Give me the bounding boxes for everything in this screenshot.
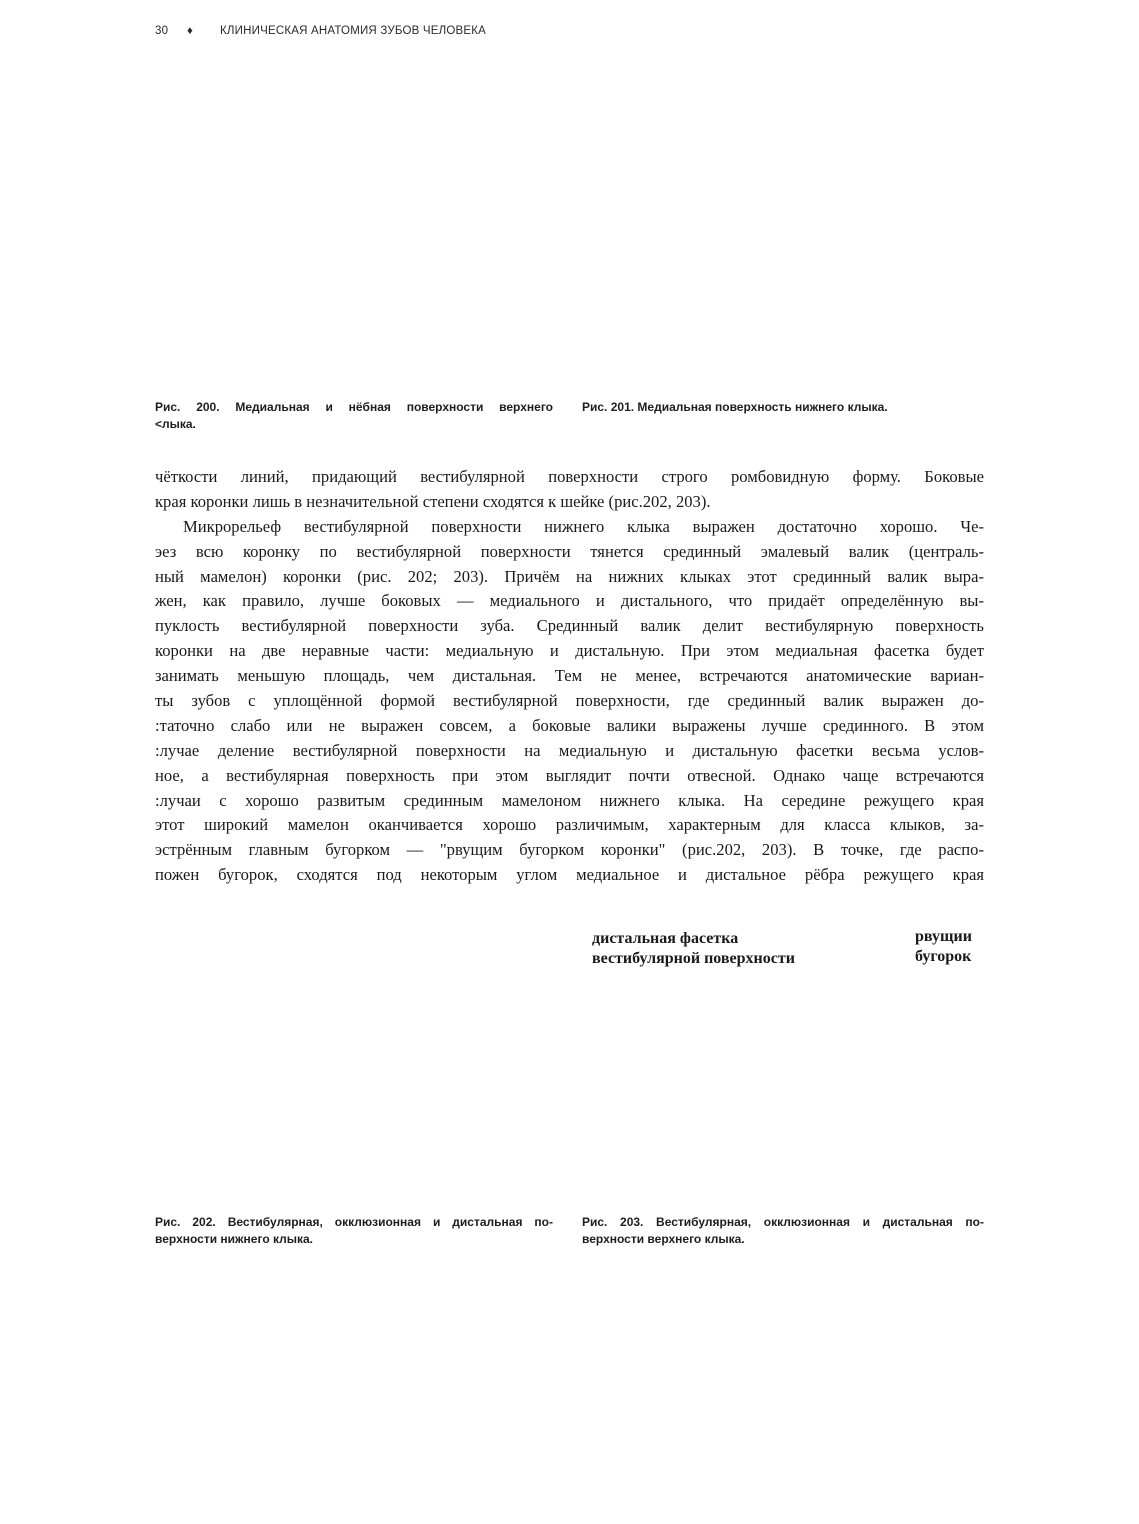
figure-200-image-area: [155, 55, 555, 390]
caption-line: Рис. 201. Медиальная поверхность нижнего клыка.: [582, 400, 888, 414]
text-line: пуклость вестибулярной поверхности зуба. Срединный валик делит вестибулярную поверхность: [155, 616, 984, 636]
running-head: [155, 25, 486, 37]
text-line: чёткости линий, придающий вестибулярной поверхности строго ромбовидную форму. Боковые: [155, 467, 984, 486]
diamond-bullet-icon: ♦: [187, 25, 194, 37]
caption-line: Рис. 202. Вестибулярная, окклюзионная и дистальная по-: [155, 1215, 553, 1229]
caption-line: Рис. 200. Медиальная и нёбная поверхности верхнего: [155, 400, 553, 414]
text-line: :лучае деление вестибулярной поверхности на медиальную и дистальную фасетки весьма услов-: [155, 740, 984, 760]
label-line: рвущии: [915, 928, 972, 945]
text-line: занимать меньшую площадь, чем дистальная. Тем не менее, встречаются анатомические вариан-: [155, 666, 984, 686]
body-text: [155, 465, 984, 888]
text-line: коронки на две неравные части: медиальную и дистальную. При этом медиальная фасетка будет: [155, 641, 984, 661]
figure-200-caption: [155, 399, 553, 433]
caption-line: <лыка.: [155, 417, 196, 431]
figure-202-caption: [155, 1214, 553, 1248]
label-line: вестибулярной поверхности: [592, 950, 795, 967]
text-line: эез всю коронку по вестибулярной поверхности тянется срединный эмалевый валик (централь-: [155, 541, 984, 561]
label-tearing-cusp: [915, 927, 972, 967]
text-line: :лучаи с хорошо развитым срединным мамелоном нижнего клыка. На середине режущего края: [155, 790, 984, 810]
figure-201-caption: [582, 399, 984, 416]
figures-202-203-image-area: [155, 900, 984, 1205]
text-line: ты зубов с уплощённой формой вестибулярной поверхности, где срединный валик выражен до-: [155, 691, 984, 711]
caption-line: верхности верхнего клыка.: [582, 1232, 745, 1246]
text-line: края коронки лишь в незначительной степени сходятся к шейке (рис.202, 203).: [155, 491, 711, 511]
label-distal-facet: [592, 929, 795, 969]
figure-203-caption: [582, 1214, 984, 1248]
text-line: этот широкий мамелон оканчивается хорошо различимым, характерным для класса клыков, за-: [155, 815, 984, 835]
label-line: дистальная фасетка: [592, 930, 739, 947]
caption-line: Рис. 203. Вестибулярная, окклюзионная и дистальная по-: [582, 1215, 984, 1229]
text-line: :таточно слабо или не выражен совсем, а боковые валики выражены лучше срединного. В этом: [155, 715, 984, 735]
text-line: пожен бугорок, сходятся под некоторым углом медиальное и дистальное рёбра режущего края: [155, 865, 984, 885]
text-line: ное, а вестибулярная поверхность при этом выглядит почти отвесной. Однако чаще встречаются: [155, 765, 984, 785]
text-line: Микрорельеф вестибулярной поверхности нижнего клыка выражен достаточно хорошо. Че-: [183, 516, 984, 536]
figure-201-image-area: [582, 55, 984, 390]
text-line: эстрённым главным бугорком — "рвущим бугорком коронки" (рис.202, 203). В точке, где распо-: [155, 840, 984, 860]
label-line: бугорок: [915, 948, 972, 965]
text-line: жен, как правило, лучше боковых — медиального и дистального, что придаёт определённую вы-: [155, 591, 984, 611]
text-line: ный мамелон) коронки (рис. 202; 203). Причём на нижних клыках этот срединный валик выра-: [155, 566, 984, 586]
running-title: КЛИНИЧЕСКАЯ АНАТОМИЯ ЗУБОВ ЧЕЛОВЕКА: [220, 25, 487, 37]
caption-line: верхности нижнего клыка.: [155, 1232, 314, 1246]
page-number: 30: [155, 25, 169, 37]
